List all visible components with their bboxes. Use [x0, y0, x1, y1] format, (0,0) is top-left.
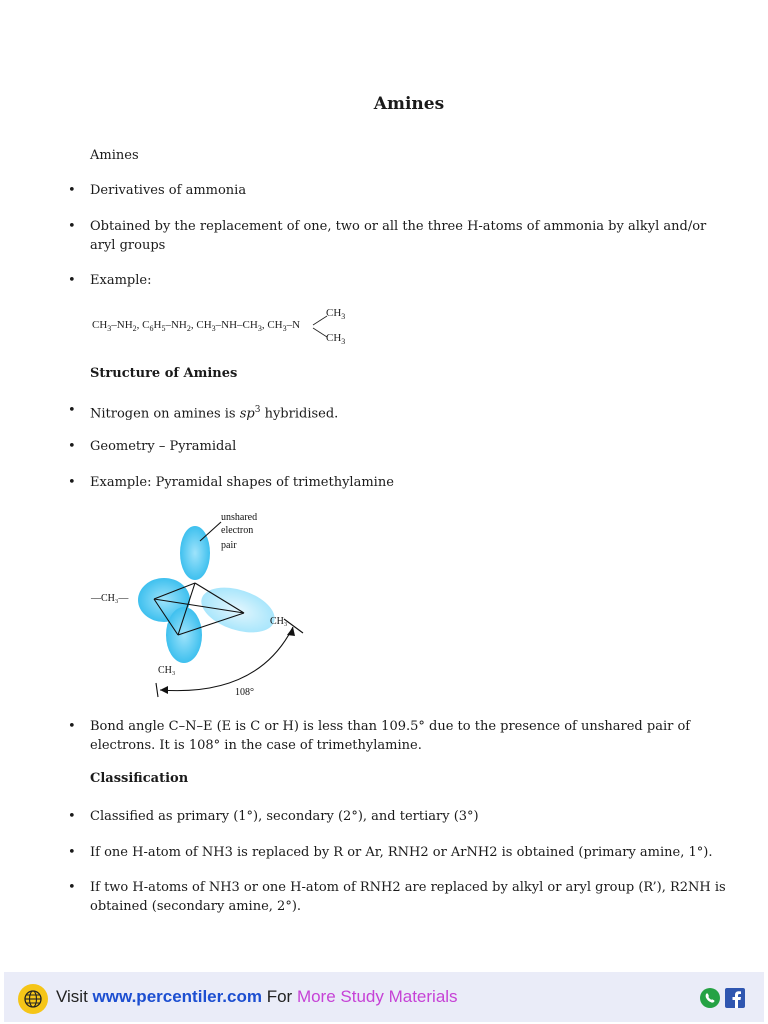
footer-for: For: [261, 987, 297, 1006]
tertiary-ch3-top: $CH_3$: [326, 307, 346, 322]
list-item: [68, 843, 730, 862]
page-title: Amines: [373, 94, 445, 114]
bullet-dot: •: [68, 719, 76, 734]
label-electron: electron: [221, 525, 254, 536]
label-ch3-right: CH₃: [270, 616, 288, 627]
bullet-text: Obtained by the replacement of one, two or all the three H-atoms of ammonia by alkyl and/or aryl groups: [90, 219, 707, 253]
list-item: [68, 181, 730, 200]
lone-pair-lobe: [180, 526, 210, 580]
tertiary-bonds: [310, 312, 330, 342]
list-item: [68, 717, 730, 755]
label-ch3-bottom: CH₃: [158, 665, 176, 676]
facebook-icon[interactable]: [725, 988, 745, 1008]
bullet-dot: •: [68, 219, 76, 234]
globe-icon: [18, 984, 48, 1014]
right-lobe: [196, 579, 281, 641]
tertiary-ch3-bottom: $CH_3$: [326, 332, 346, 347]
classification-heading: Classification: [90, 771, 189, 786]
bullet-text: Geometry – Pyramidal: [90, 439, 237, 454]
bullet-dot: •: [68, 880, 76, 895]
bullet-text: Classified as primary (1°), secondary (2°), and tertiary (3°): [90, 809, 479, 824]
footer-link[interactable]: www.percentiler.com: [92, 987, 262, 1006]
bullet-text: Bond angle C–N–E (E is C or H) is less than 109.5° due to the presence of unshared pair of electrons. It is 108° in the case of trimethylamine.: [90, 719, 691, 753]
bullet-dot: •: [68, 475, 76, 490]
footer-banner: [4, 972, 764, 1022]
list-item: [68, 271, 730, 290]
bullet-text: If one H-atom of NH3 is replaced by R or Ar, RNH2 or ArNH2 is obtained (primary amine, 1°).: [90, 845, 713, 860]
bullet-dot: •: [68, 845, 76, 860]
bullet-dot: •: [68, 273, 76, 288]
footer-text: [56, 987, 458, 1007]
label-ch3-left: —CH₃—: [91, 593, 129, 604]
structure-heading: Structure of Amines: [90, 366, 238, 381]
bullet-dot: •: [68, 439, 76, 454]
list-item: [68, 473, 730, 492]
intro-label: Amines: [90, 148, 139, 163]
whatsapp-icon[interactable]: [700, 988, 720, 1008]
bullet-dot: •: [68, 403, 76, 418]
amine-examples-formula: $CH_3-NH_2$, $C_6H_5-NH_2$, $CH_3-NH-CH_3$, $CH_3-N$: [92, 319, 301, 334]
list-item: [68, 217, 730, 255]
bullet-text: Derivatives of ammonia: [90, 183, 247, 198]
bullet-dot: •: [68, 809, 76, 824]
list-item: [68, 437, 730, 456]
bullet-dot: •: [68, 183, 76, 198]
trimethylamine-figure: [88, 505, 318, 705]
bullet-text: Example:: [90, 273, 152, 288]
list-item: [68, 807, 730, 826]
label-angle: 108°: [235, 687, 254, 698]
bullet-text: If two H-atoms of NH3 or one H-atom of RNH2 are replaced by alkyl or aryl group (R’), R2NH is obtained (secondary amine, 2°).: [90, 880, 726, 914]
label-pair: pair: [221, 540, 237, 551]
footer-visit: Visit: [56, 987, 93, 1006]
label-unshared: unshared: [221, 512, 258, 523]
list-item: [68, 878, 730, 916]
f-ch3: CH: [92, 319, 108, 331]
list-item: • Nitrogen on amines is $sp^3$ hybridised.: [68, 403, 339, 422]
bullet-text: Example: Pyramidal shapes of trimethylamine: [90, 475, 394, 490]
footer-more-materials: More Study Materials: [296, 987, 458, 1006]
